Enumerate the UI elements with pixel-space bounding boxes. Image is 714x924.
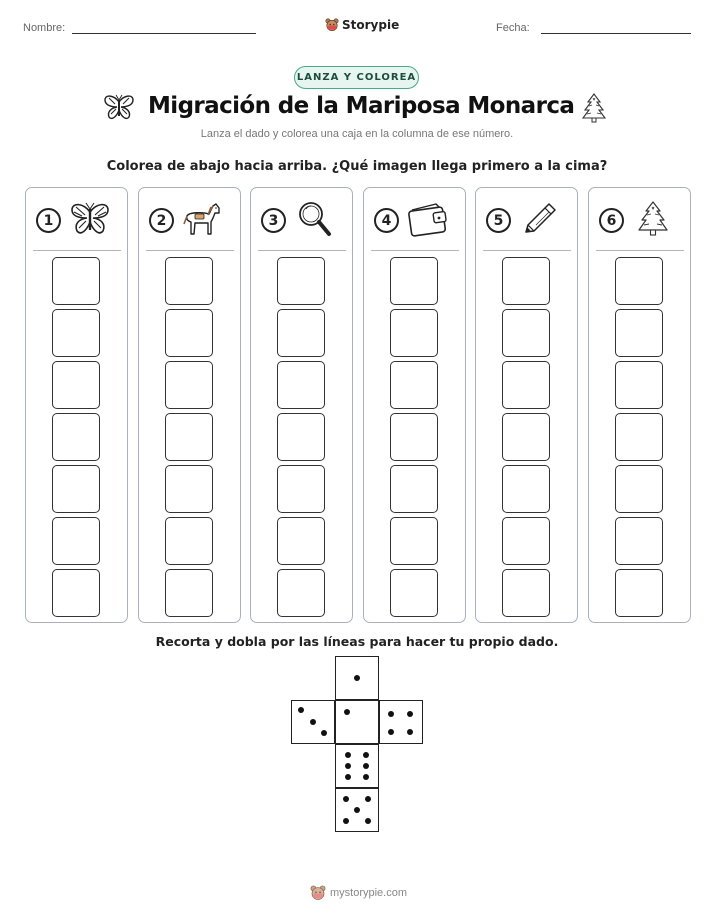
bear-icon xyxy=(325,18,339,32)
color-box[interactable] xyxy=(277,517,325,565)
brand-name: Storypie xyxy=(342,18,400,32)
die-pip xyxy=(363,774,369,780)
column-divider xyxy=(146,250,234,251)
color-box[interactable] xyxy=(165,517,213,565)
column-header xyxy=(26,188,127,250)
column-number: 2 xyxy=(149,208,174,233)
die-pip xyxy=(388,711,394,717)
die-pip xyxy=(365,796,371,802)
column-header xyxy=(251,188,352,250)
magnifying-glass-icon xyxy=(293,200,337,240)
butterfly-icon xyxy=(103,94,135,122)
die-pip xyxy=(343,818,349,824)
die-pip xyxy=(310,719,316,725)
die-pip xyxy=(407,711,413,717)
column-number: 3 xyxy=(261,208,286,233)
color-box[interactable] xyxy=(615,413,663,461)
butterfly-icon xyxy=(68,200,112,240)
die-pip xyxy=(354,807,360,813)
die-pip xyxy=(321,730,327,736)
color-box[interactable] xyxy=(52,569,100,617)
die-pip xyxy=(354,675,360,681)
color-box[interactable] xyxy=(615,465,663,513)
die-face-1 xyxy=(335,656,379,700)
die-pip xyxy=(345,763,351,769)
die-pip xyxy=(363,752,369,758)
badge-label: LANZA Y COLOREA xyxy=(296,72,417,83)
column-3 xyxy=(250,187,353,623)
color-box[interactable] xyxy=(165,465,213,513)
column-header xyxy=(589,188,690,250)
color-box[interactable] xyxy=(165,309,213,357)
header-bar xyxy=(0,18,714,38)
pine-tree-icon xyxy=(631,200,675,240)
pine-tree-icon xyxy=(580,92,608,124)
color-box[interactable] xyxy=(165,257,213,305)
activity-badge xyxy=(294,66,419,89)
color-box[interactable] xyxy=(390,569,438,617)
page-title: Migración de la Mariposa Monarca xyxy=(148,93,575,119)
column-header xyxy=(476,188,577,250)
die-pip xyxy=(407,729,413,735)
die-pip xyxy=(344,709,350,715)
color-box[interactable] xyxy=(165,569,213,617)
color-box[interactable] xyxy=(52,517,100,565)
column-divider xyxy=(371,250,459,251)
die-face-1 xyxy=(335,700,379,744)
color-box[interactable] xyxy=(277,465,325,513)
pencil-icon xyxy=(518,200,562,240)
column-5 xyxy=(475,187,578,623)
subtitle: Lanza el dado y colorea una caja en la columna de ese número. xyxy=(200,128,514,140)
die-face-4 xyxy=(379,700,423,744)
color-box[interactable] xyxy=(615,309,663,357)
die-face-3 xyxy=(291,700,335,744)
color-box[interactable] xyxy=(165,361,213,409)
die-pip xyxy=(345,774,351,780)
column-4 xyxy=(363,187,466,623)
color-box[interactable] xyxy=(277,569,325,617)
die-face-5 xyxy=(335,788,379,832)
color-box[interactable] xyxy=(502,413,550,461)
column-divider xyxy=(258,250,346,251)
color-box[interactable] xyxy=(502,569,550,617)
color-box[interactable] xyxy=(615,361,663,409)
footer-url[interactable]: mystorypie.com xyxy=(330,887,408,899)
color-box[interactable] xyxy=(277,257,325,305)
color-box[interactable] xyxy=(277,413,325,461)
date-label: Fecha: xyxy=(496,22,530,34)
die-pip xyxy=(388,729,394,735)
color-box[interactable] xyxy=(502,465,550,513)
color-box[interactable] xyxy=(277,361,325,409)
title-row xyxy=(0,92,714,126)
horse-icon xyxy=(181,200,225,240)
color-box[interactable] xyxy=(615,517,663,565)
die-face-6 xyxy=(335,744,379,788)
column-number: 5 xyxy=(486,208,511,233)
color-box[interactable] xyxy=(390,465,438,513)
color-box[interactable] xyxy=(165,413,213,461)
die-pip xyxy=(298,707,304,713)
column-divider xyxy=(33,250,121,251)
column-number: 4 xyxy=(374,208,399,233)
color-box[interactable] xyxy=(390,309,438,357)
color-box[interactable] xyxy=(615,257,663,305)
color-box[interactable] xyxy=(615,569,663,617)
color-box[interactable] xyxy=(52,465,100,513)
color-box[interactable] xyxy=(52,309,100,357)
name-line xyxy=(72,33,256,34)
color-box[interactable] xyxy=(390,257,438,305)
cut-instruction: Recorta y dobla por las líneas para hacer tu propio dado. xyxy=(155,634,559,649)
name-label: Nombre: xyxy=(23,22,66,34)
color-box[interactable] xyxy=(502,361,550,409)
color-box[interactable] xyxy=(277,309,325,357)
date-line xyxy=(541,33,691,34)
wallet-icon xyxy=(406,200,450,240)
column-header xyxy=(139,188,240,250)
color-box[interactable] xyxy=(52,361,100,409)
color-box[interactable] xyxy=(502,309,550,357)
die-pip xyxy=(343,796,349,802)
column-header xyxy=(364,188,465,250)
color-box[interactable] xyxy=(502,517,550,565)
bear-icon xyxy=(310,885,326,901)
color-box[interactable] xyxy=(502,257,550,305)
column-2 xyxy=(138,187,241,623)
column-divider xyxy=(596,250,684,251)
column-divider xyxy=(483,250,571,251)
color-box[interactable] xyxy=(390,413,438,461)
column-number: 1 xyxy=(36,208,61,233)
die-pip xyxy=(363,763,369,769)
color-box[interactable] xyxy=(52,413,100,461)
instruction: Colorea de abajo hacia arriba. ¿Qué imagen llega primero a la cima? xyxy=(106,159,608,174)
column-1 xyxy=(25,187,128,623)
column-number: 6 xyxy=(599,208,624,233)
column-6 xyxy=(588,187,691,623)
footer xyxy=(310,885,407,901)
color-box[interactable] xyxy=(390,517,438,565)
brand-logo xyxy=(325,18,399,32)
color-box[interactable] xyxy=(52,257,100,305)
die-pip xyxy=(365,818,371,824)
color-box[interactable] xyxy=(390,361,438,409)
die-pip xyxy=(345,752,351,758)
